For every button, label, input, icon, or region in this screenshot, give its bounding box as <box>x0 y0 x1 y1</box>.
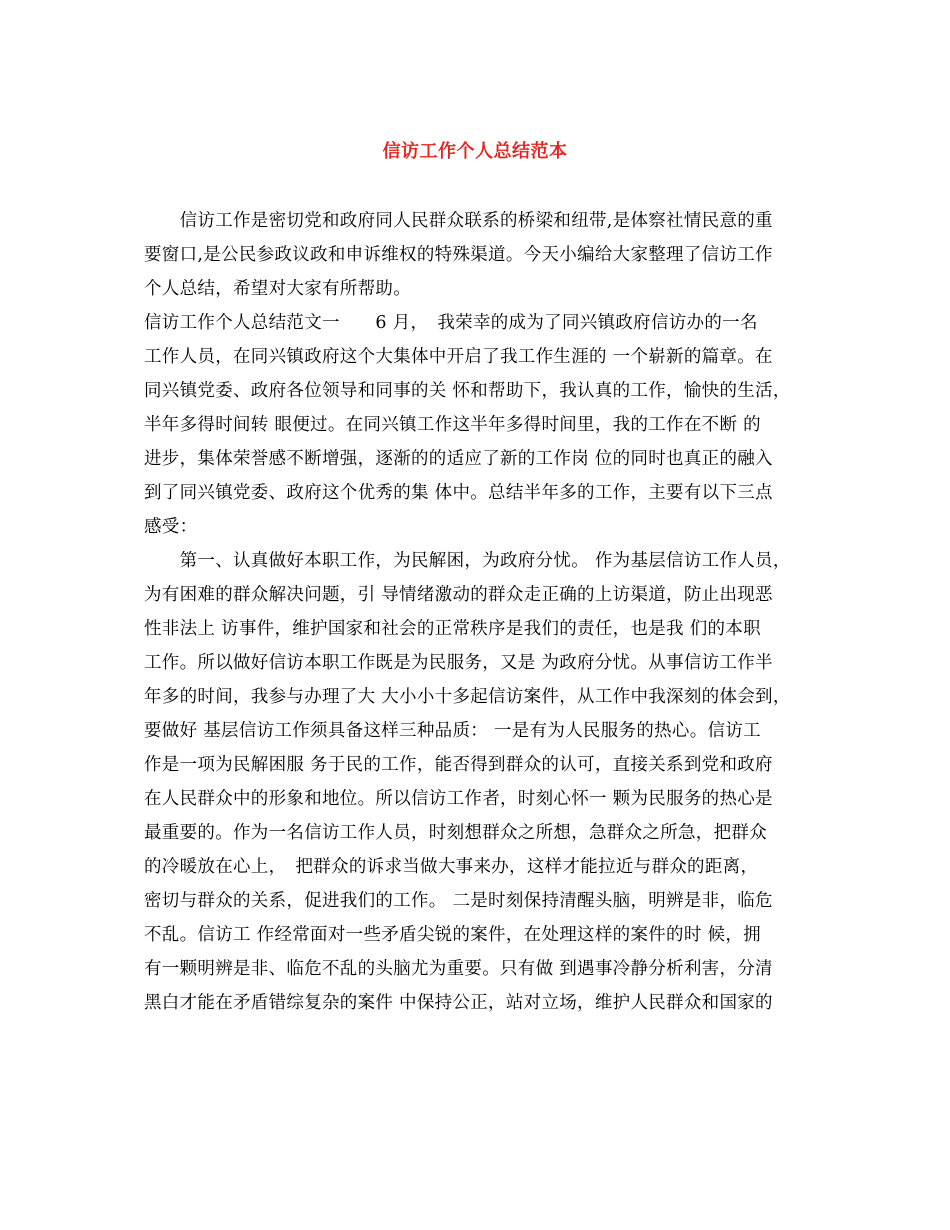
body-line: 工作人员，在同兴镇政府这个大集体中开启了我工作生涯的 一个崭新的篇章。在 <box>144 347 773 367</box>
body-line: 进步，集体荣誉感不断增强，逐渐的的适应了新的工作岗 位的同时也真正的融入 <box>144 449 773 469</box>
body-line: 的冷暖放在心上， 把群众的诉求当做大事来办，这样才能拉近与群众的距离， <box>144 857 759 877</box>
body-line: 工作。所以做好信访本职工作既是为民服务，又是 为政府分忧。从事信访工作半 <box>144 653 773 673</box>
body-line: 有一颗明辨是非、临危不乱的头脑尤为重要。只有做 到遇事冷静分析利害，分清 <box>144 959 773 979</box>
body-line: 为有困难的群众解决问题，引 导情绪激动的群众走正确的上访渠道，防止出现恶 <box>144 585 773 605</box>
body-line: 个人总结，希望对大家有所帮助。 <box>144 279 411 299</box>
body-line: 密切与群众的关系，促进我们的工作。 二是时刻保持清醒头脑，明辨是非，临危 <box>144 891 773 911</box>
body-line: 黑白才能在矛盾错综复杂的案件 中保持公正，站对立场，维护人民群众和国家的 <box>144 993 773 1013</box>
body-line: 半年多得时间转 眼便过。在同兴镇工作这半年多得时间里，我的工作在不断 的 <box>144 415 761 435</box>
body-line: 同兴镇党委、政府各位领导和同事的关 怀和帮助下，我认真的工作，愉快的生活， <box>144 381 791 401</box>
body-line: 第一、认真做好本职工作，为民解困，为政府分忧。 作为基层信访工作人员， <box>144 551 791 571</box>
body-line: 信访工作是密切党和政府同人民群众联系的桥梁和纽带,是体察社情民意的重 <box>144 211 773 231</box>
body-line: 信访工作个人总结范文一 6 月， 我荣幸的成为了同兴镇政府信访办的一名 <box>144 313 758 333</box>
body-line: 要窗口,是公民参政议政和申诉维权的特殊渠道。今天小编给大家整理了信访工作 <box>144 245 773 265</box>
body-line: 性非法上 访事件，维护国家和社会的正常秩序是我们的责任，也是我 们的本职 <box>144 619 761 639</box>
document-title: 信访工作个人总结范本 <box>382 141 568 162</box>
body-line: 最重要的。作为一名信访工作人员，时刻想群众之所想，急群众之所急，把群众 <box>144 823 767 843</box>
body-line: 年多的时间，我参与办理了大 大小小十多起信访案件，从工作中我深刻的体会到， <box>144 687 791 707</box>
body-line: 在人民群众中的形象和地位。所以信访工作者，时刻心怀一 颗为民服务的热心是 <box>144 789 773 809</box>
body-line: 要做好 基层信访工作须具备这样三种品质： 一是有为人民服务的热心。信访工 <box>144 721 761 741</box>
body-line: 作是一项为民解困服 务于民的工作，能否得到群众的认可，直接关系到党和政府 <box>144 755 773 775</box>
body-line: 不乱。信访工 作经常面对一些矛盾尖锐的案件，在处理这样的案件的时 候，拥 <box>144 925 761 945</box>
body-line: 感受： <box>144 517 198 537</box>
body-line: 到了同兴镇党委、政府这个优秀的集 体中。总结半年多的工作，主要有以下三点 <box>144 483 773 503</box>
